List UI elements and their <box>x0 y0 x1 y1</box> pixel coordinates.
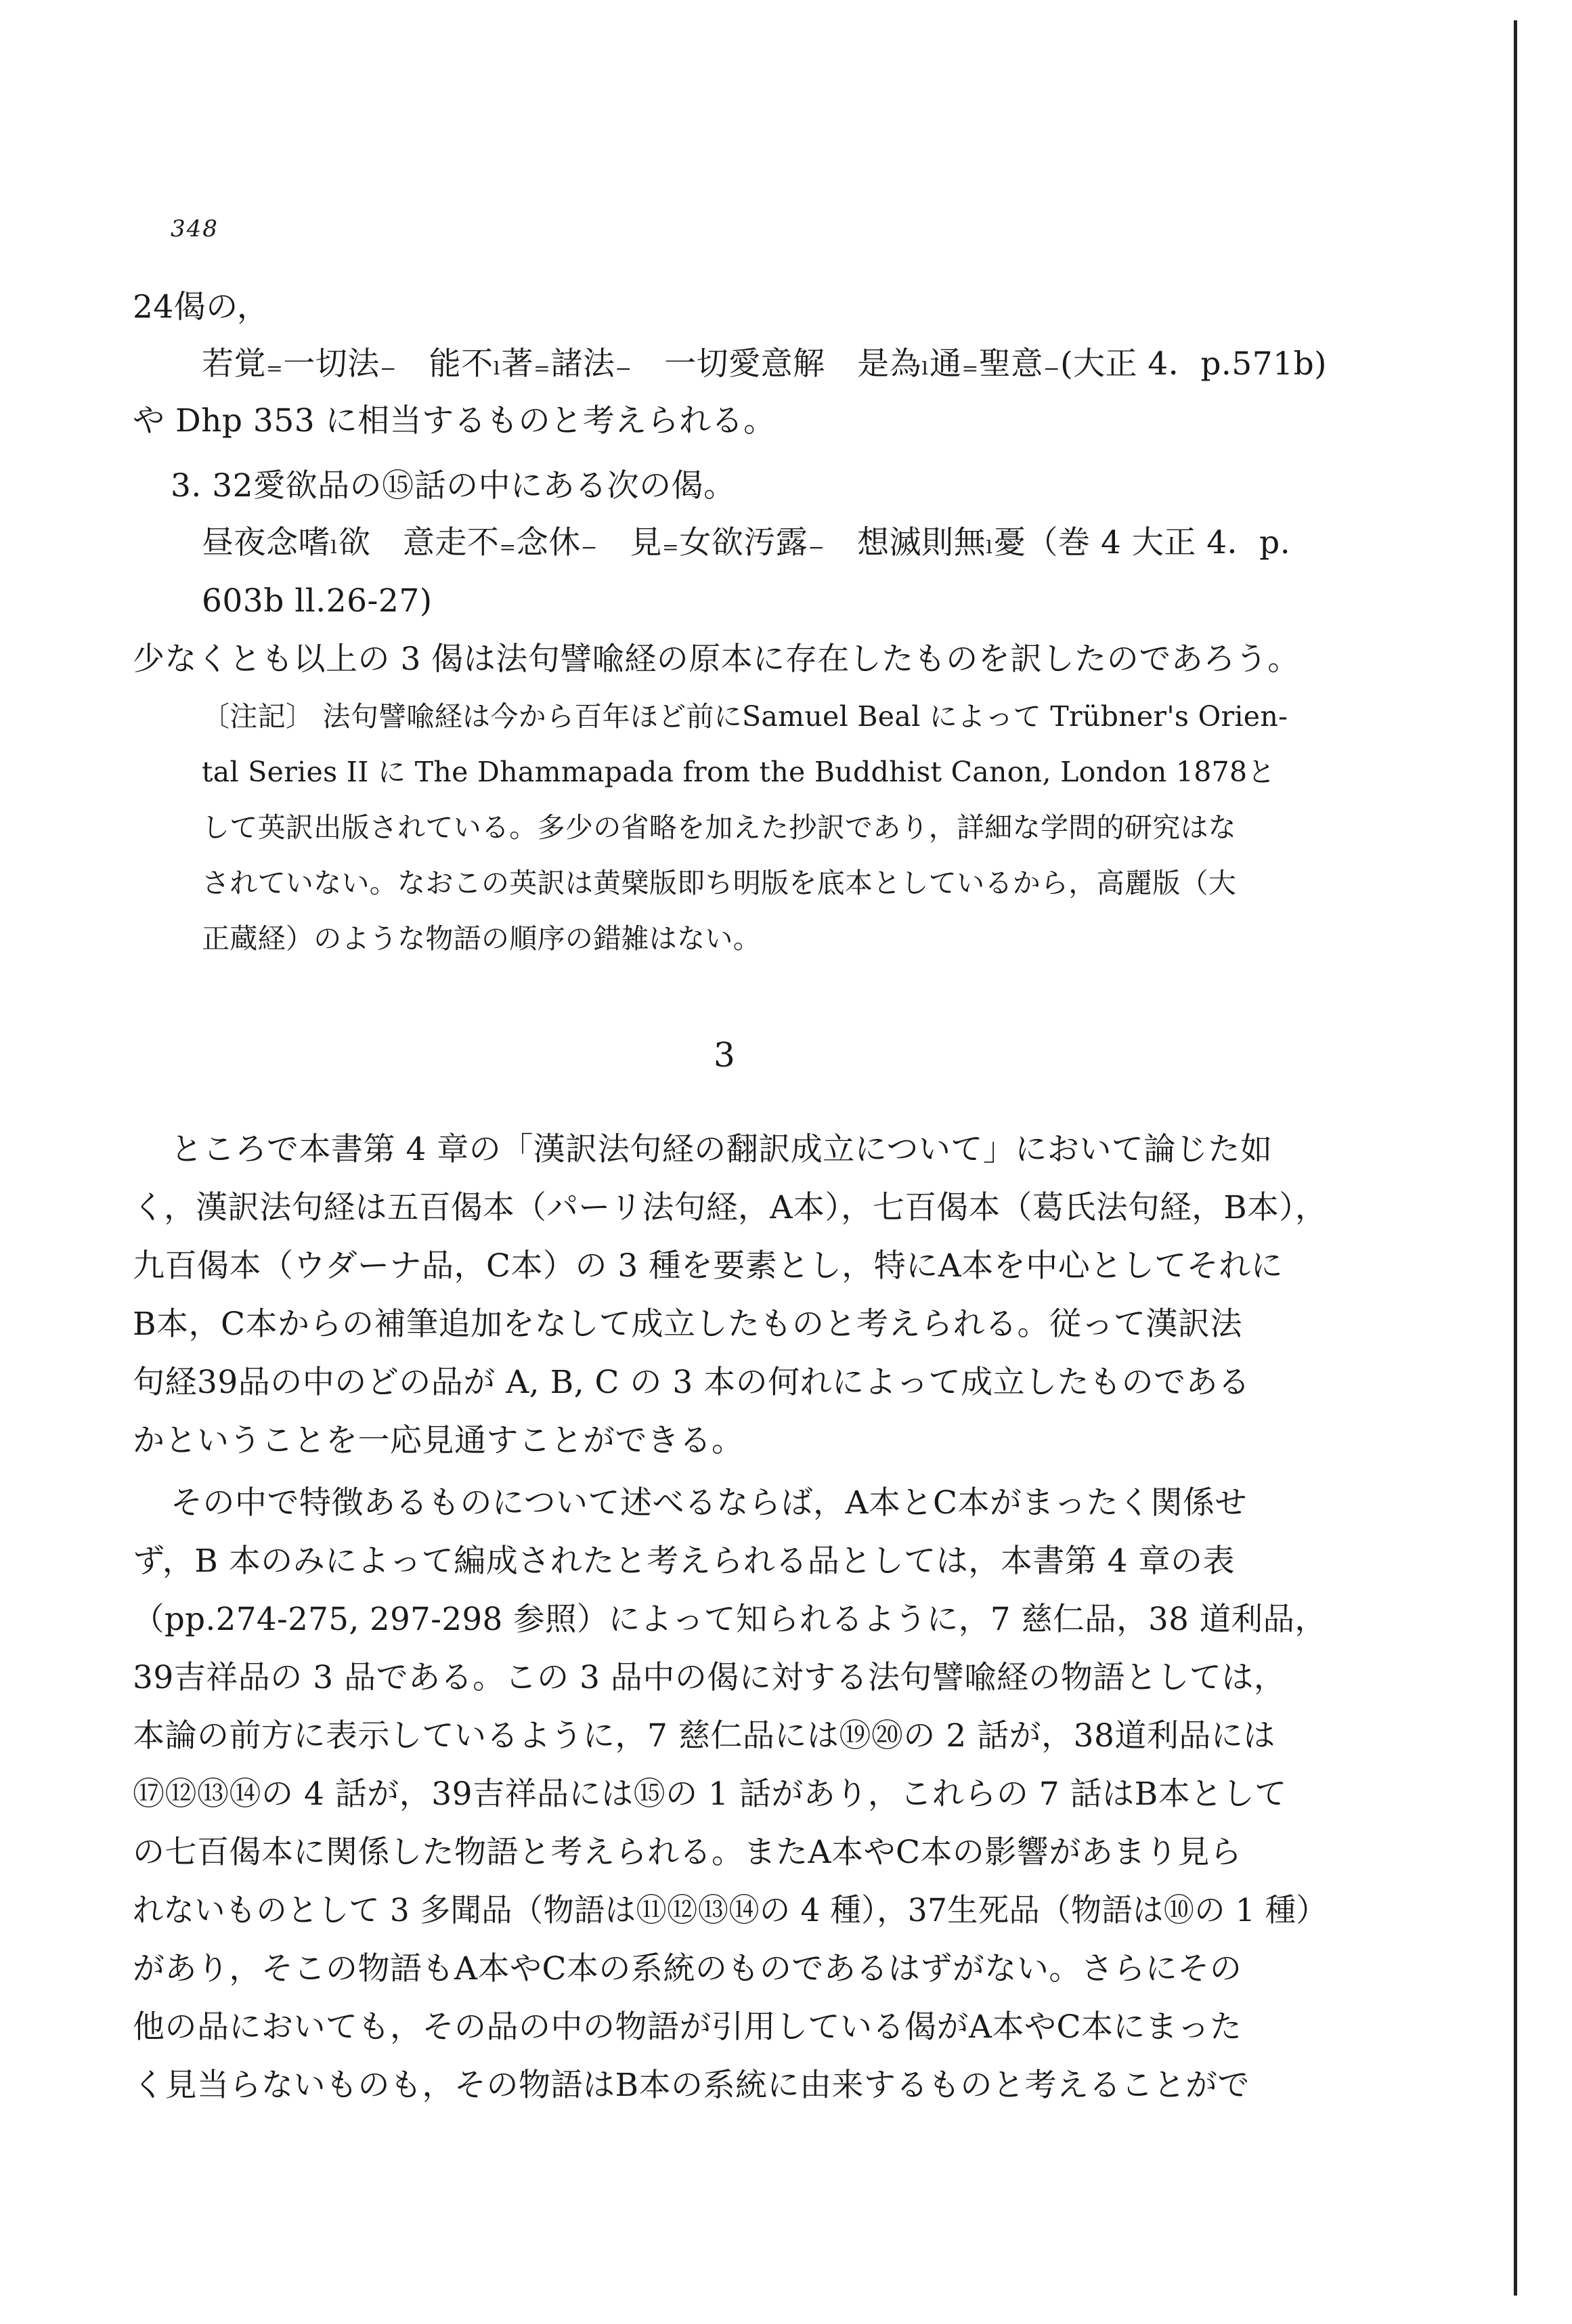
body-line: その中で特徴あるものについて述べるならば，A本とC本がまったく関係せ <box>171 1484 1247 1522</box>
text-line: や Dhp 353 に相当するものと考えられる。 <box>133 402 776 439</box>
body-line: かということを一応見通すことができる。 <box>133 1422 744 1459</box>
verse-line: 603b ll.26-27) <box>202 582 433 620</box>
binding-edge-rule <box>1514 20 1517 2296</box>
body-line: ところで本書第 4 章の「漢訳法句経の翻訳成立について」において論じた如 <box>171 1131 1273 1168</box>
body-line: く見当らないものも，その物語はB本の系統に由来するものと考えることがで <box>133 2067 1250 2104</box>
text-line: 24偈の， <box>133 288 269 326</box>
body-line: 39吉祥品の 3 品である。この 3 品中の偈に対する法句譬喩経の物語としては， <box>133 1659 1286 1696</box>
note-line: 正蔵経）のような物語の順序の錯雑はない。 <box>202 922 761 955</box>
verse-line: 昼夜念嗜ₗ欲 意走不₌念休₋ 見₌女欲汚露₋ 想滅則無ₗ憂（巻 4 大正 4．p. <box>202 524 1291 561</box>
body-line: ず，B 本のみによって編成されたと考えられる品としては，本書第 4 章の表 <box>133 1543 1235 1580</box>
body-line: の七百偈本に関係した物語と考えられる。またA本やC本の影響があまり見ら <box>133 1834 1242 1871</box>
body-line: れないものとして 3 多聞品（物語は⑪⑫⑬⑭の 4 種），37生死品（物語は⑩の 1 種） <box>133 1892 1328 1929</box>
body-line: く，漢訳法句経は五百偈本（パーリ法句経，A本），七百偈本（葛氏法句経，B本）， <box>133 1189 1328 1226</box>
note-line: 〔注記〕 法句譬喩経は今から百年ほど前にSamuel Beal によって Trübner's Orien- <box>202 700 1288 733</box>
body-line: B本，C本からの補筆追加をなして成立したものと考えられる。従って漢訳法 <box>133 1306 1242 1343</box>
body-line: 他の品においても，その品の中の物語が引用している偈がA本やC本にまった <box>133 2008 1242 2046</box>
body-line: 本論の前方に表示しているように，7 慈仁品には⑲⑳の 2 話が，38道利品には <box>133 1717 1275 1755</box>
body-line: ⑰⑫⑬⑭の 4 話が，39吉祥品には⑮の 1 話があり，これらの 7 話はB本として <box>133 1776 1287 1813</box>
body-line: 句経39品の中のどの品が A, B, C の 3 本の何れによって成立したものである <box>133 1364 1250 1401</box>
body-line: があり，そこの物語もA本やC本の系統のものであるはずがない。さらにその <box>133 1950 1242 1987</box>
body-line: 九百偈本（ウダーナ品，C本）の 3 種を要素とし，特にA本を中心としてそれに <box>133 1247 1284 1285</box>
section-number: 3 <box>714 1035 735 1075</box>
text-line: 少なくとも以上の 3 偈は法句譬喩経の原本に存在したものを訳したのであろう。 <box>133 641 1300 678</box>
body-line: （pp.274-275, 297-298 参照）によって知られるように，7 慈仁品，38 道利品， <box>133 1601 1327 1638</box>
list-item: 3. 32愛欲品の⑮話の中にある次の偈。 <box>171 467 736 504</box>
note-line: tal Series II に The Dhammapada from the Buddhist Canon, London 1878と <box>202 756 1275 788</box>
page-number: 348 <box>171 215 219 242</box>
note-line: して英訳出版されている。多少の省略を加えた抄訳であり，詳細な学問的研究はな <box>202 811 1237 844</box>
verse-line: 若覚₌一切法₋ 能不ₗ著₌諸法₋ 一切愛意解 是為ₗ通₌聖意₋(大正 4．p.571b) <box>202 345 1327 383</box>
note-line: されていない。なおこの英訳は黄檗版即ち明版を底本としているから，高麗版（大 <box>202 867 1237 899</box>
